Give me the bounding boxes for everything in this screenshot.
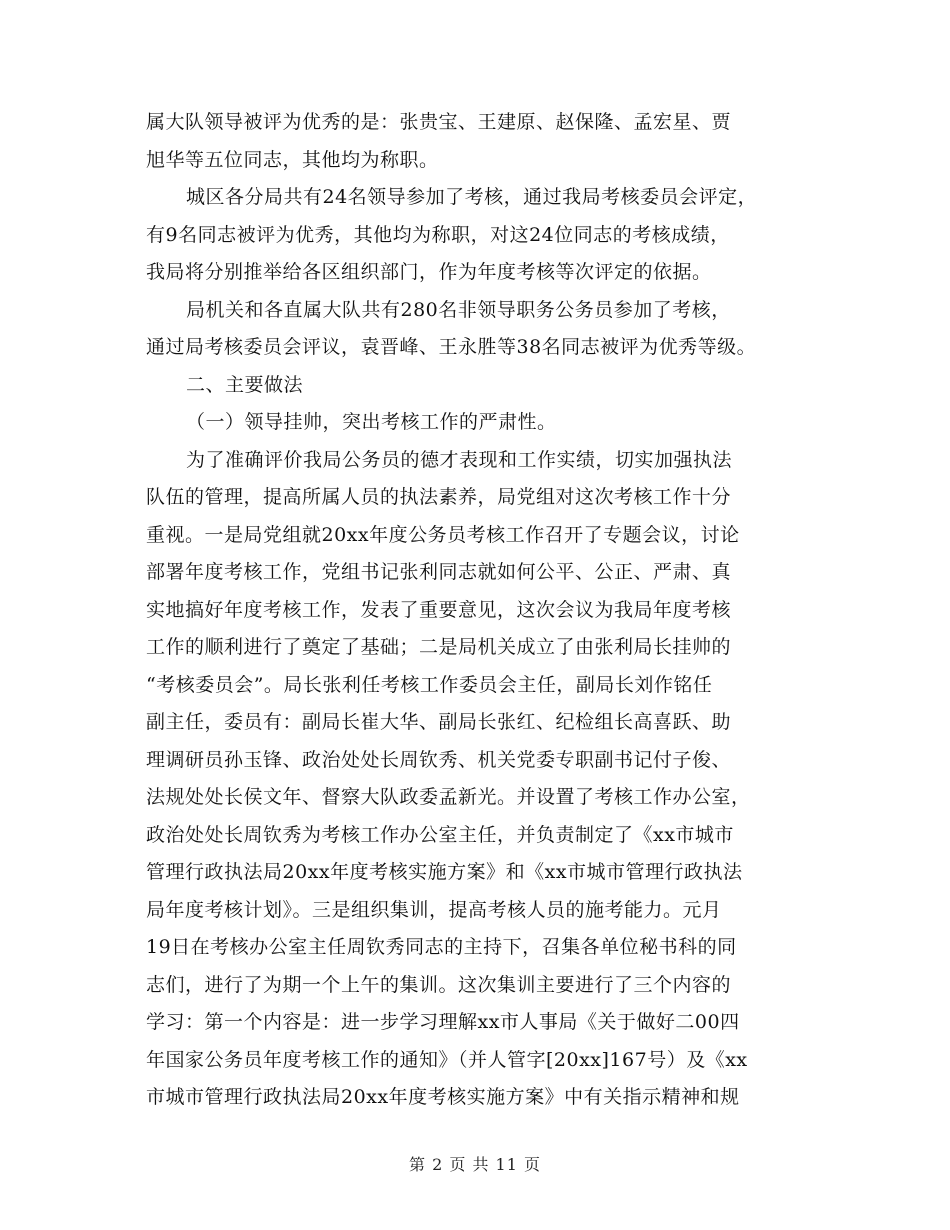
text-line: 局机关和各直属大队共有280名非领导职务公务员参加了考核， [186, 298, 731, 321]
text-line: 城区各分局共有24名领导参加了考核，通过我局考核委员会评定， [186, 186, 758, 208]
text-line: 19日在考核办公室主任周钦秀同志的主持下，召集各单位秘书科的同 [146, 936, 737, 958]
text-line: 副主任，委员有：副局长崔大华、副局长张红、纪检组长高喜跃、助 [146, 711, 732, 733]
text-line: 局年度考核计划》。三是组织集训，提高考核人员的施考能力。元月 [146, 898, 722, 921]
text-line: 属大队领导被评为优秀的是：张贵宝、王建原、赵保隆、孟宏星、贾 [146, 111, 732, 133]
text-line: 志们，进行了为期一个上午的集训。这次集训主要进行了三个内容的 [146, 973, 732, 996]
text-line: 为了准确评价我局公务员的德才表现和工作实绩，切实加强执法 [186, 448, 733, 471]
text-line: 我局将分别推举给各区组织部门，作为年度考核等次评定的依据。 [146, 261, 712, 283]
text-line: 市城市管理行政执法局20xx年度考核实施方案》中有关指示精神和规 [146, 1086, 740, 1108]
text-line: 法规处处长侯文年、督察大队政委孟新光。并设置了考核工作办公室， [146, 786, 751, 808]
document-body [146, 104, 826, 1117]
page-number-footer: 第 2 页 共 11 页 [409, 1155, 541, 1174]
text-line: 实地搞好年度考核工作，发表了重要意见，这次会议为我局年度考核 [146, 598, 732, 621]
text-line: 年国家公务员年度考核工作的通知》（并人管字[20xx]167号）及《xx [146, 1048, 748, 1071]
text-line: “考核委员会”。局长张利任考核工作委员会主任，副局长刘作铭任 [146, 673, 713, 696]
text-line: 部署年度考核工作，党组书记张利同志就如何公平、公正、严肃、真 [146, 561, 732, 583]
section-heading: 二、主要做法 [186, 373, 304, 396]
text-line: 通过局考核委员会评议，袁晋峰、王永胜等38名同志被评为优秀等级。 [146, 336, 757, 358]
text-line: 队伍的管理，提高所属人员的执法素养，局党组对这次考核工作十分 [146, 486, 732, 508]
text-line: 理调研员孙玉锋、政治处处长周钦秀、机关党委专职副书记付子俊、 [146, 748, 732, 771]
text-line: 重视。一是局党组就20xx年度公务员考核工作召开了专题会议，讨论 [146, 523, 740, 546]
text-line: 管理行政执法局20xx年度考核实施方案》和《xx市城市管理行政执法 [146, 861, 743, 883]
text-line: 政治处处长周钦秀为考核工作办公室主任，并负责制定了《xx市城市 [146, 823, 734, 846]
text-line: 有9名同志被评为优秀，其他均为称职，对这24位同志的考核成绩， [146, 223, 730, 246]
text-line: 工作的顺利进行了奠定了基础；二是局机关成立了由张利局长挂帅的 [146, 636, 732, 658]
text-line: 学习：第一个内容是：进一步学习理解xx市人事局《关于做好二00四 [146, 1011, 740, 1033]
subsection-heading: （一）领导挂帅，突出考核工作的严肃性。 [186, 411, 557, 433]
text-line: 旭华等五位同志，其他均为称职。 [146, 148, 439, 171]
